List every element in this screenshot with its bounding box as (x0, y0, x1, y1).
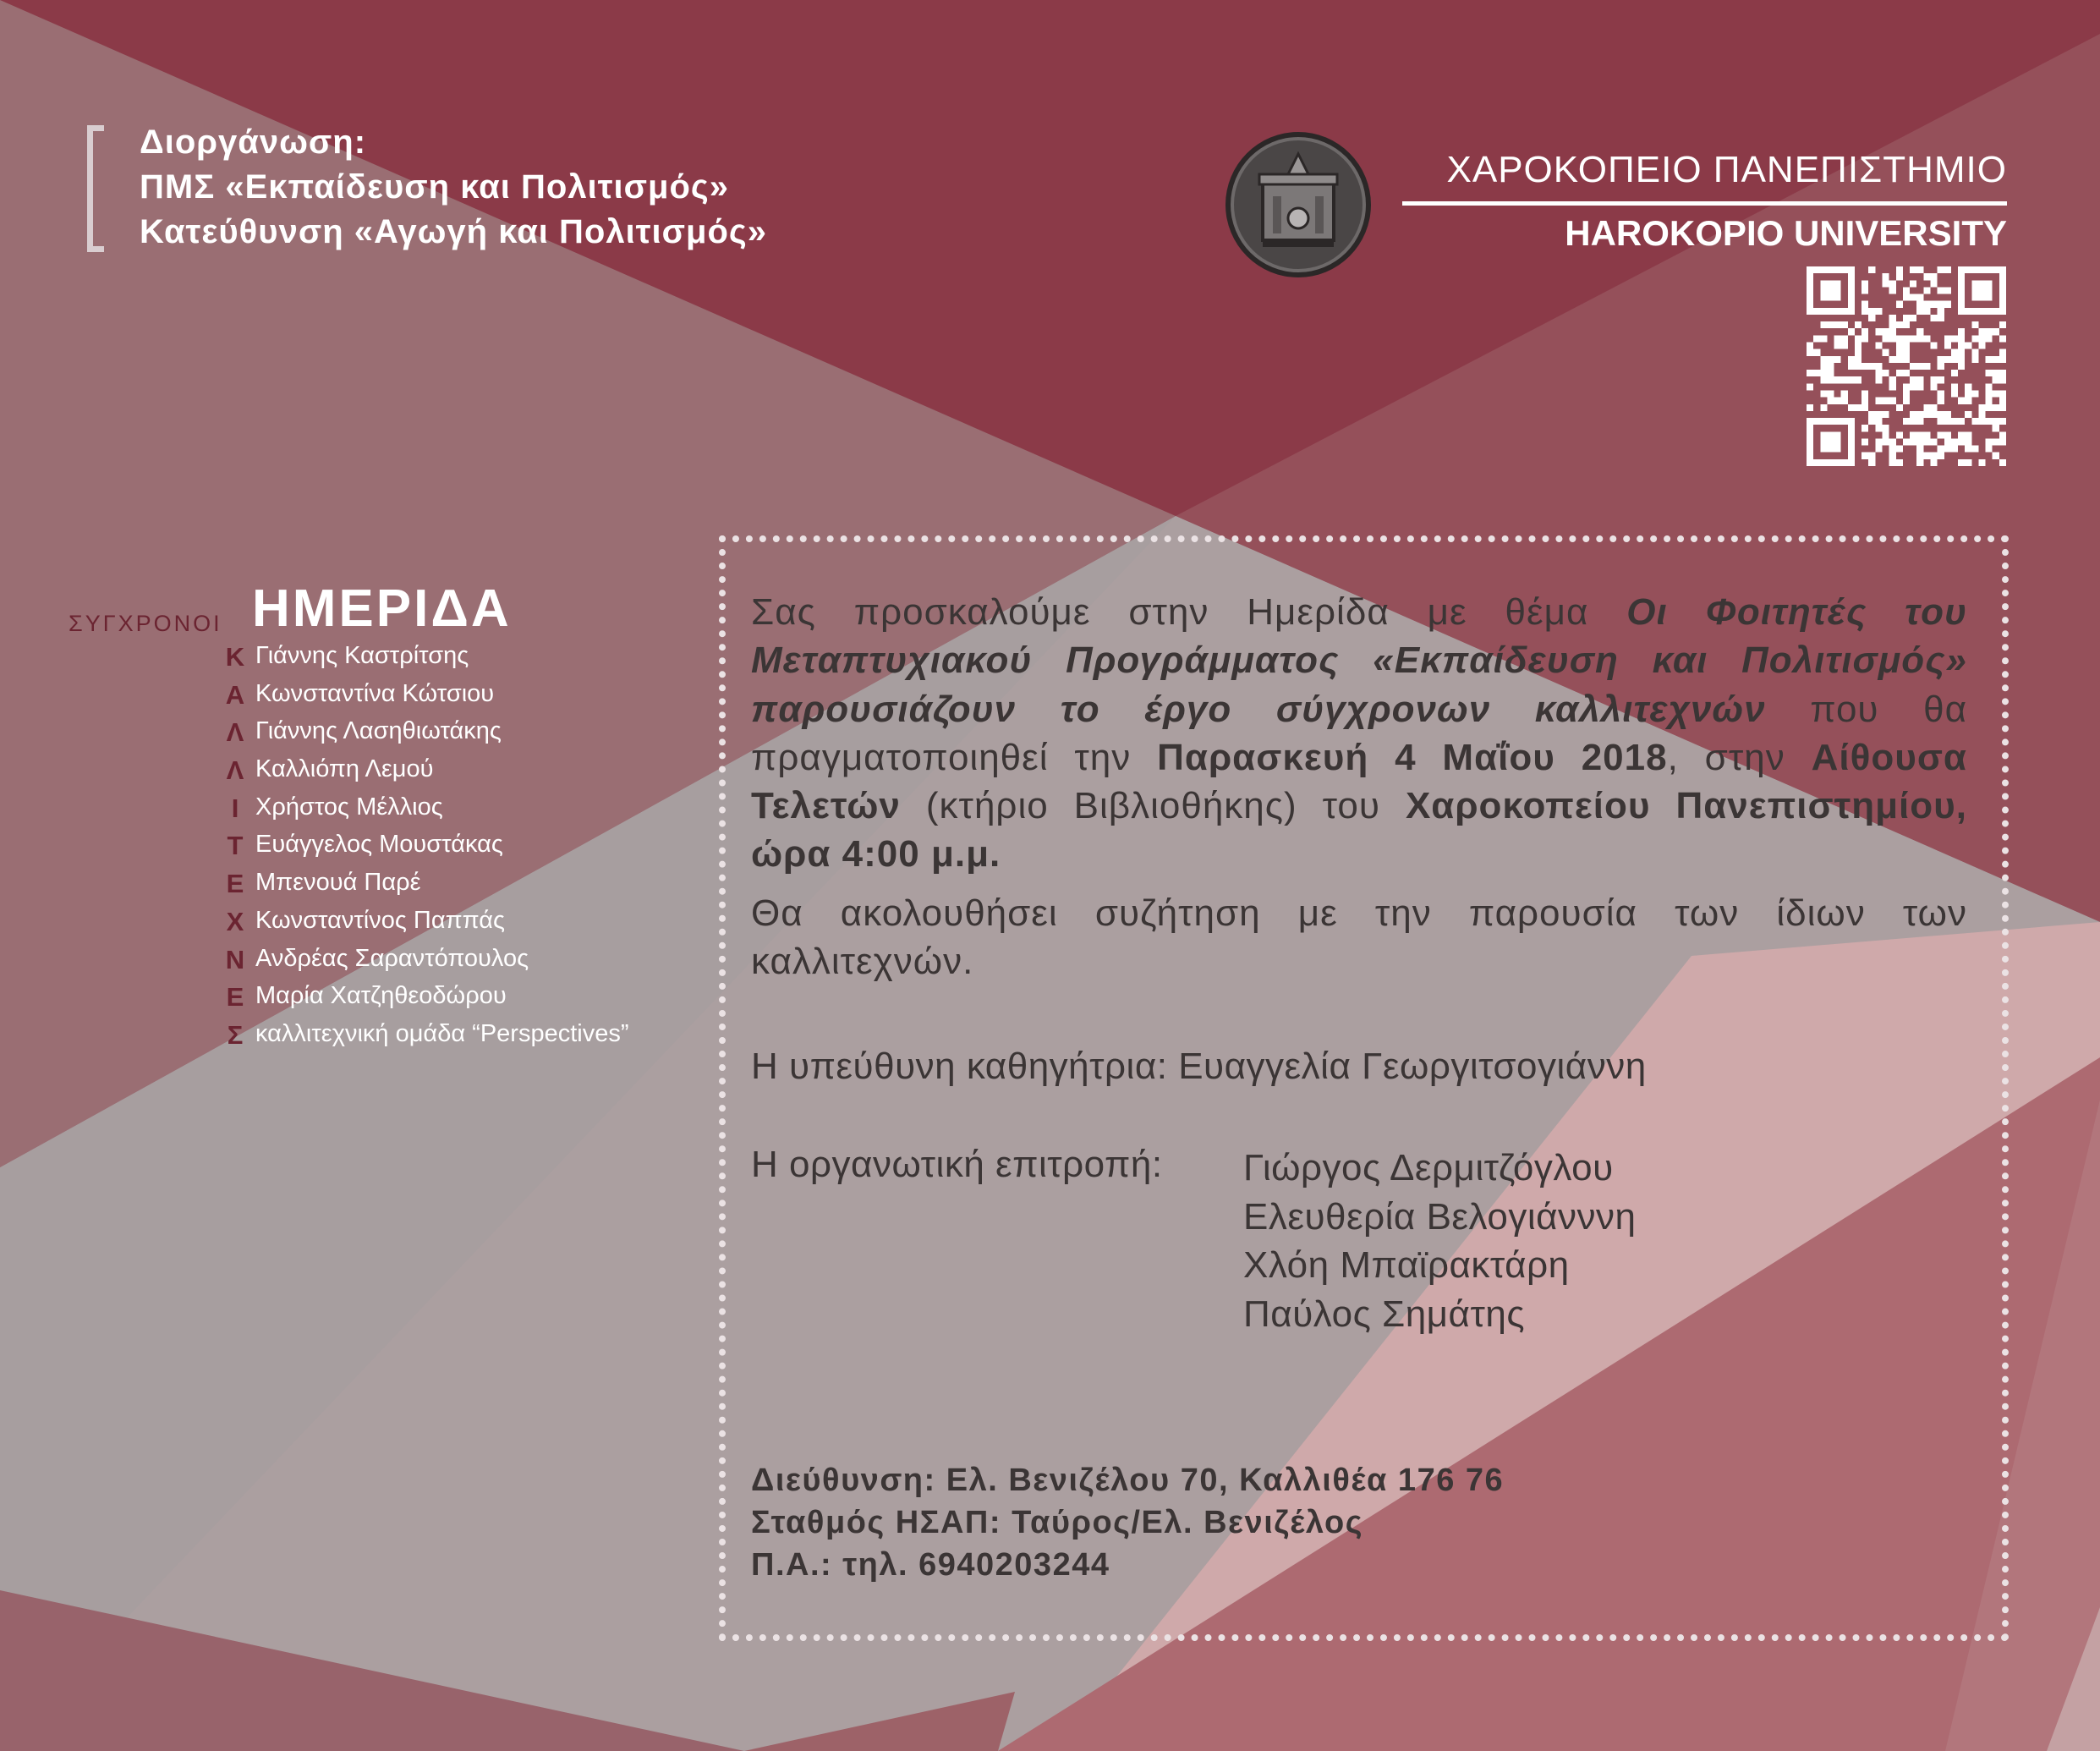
qr-code-icon[interactable] (1807, 266, 2006, 466)
artist-name: Μαρία Χατζηθεοδώρου (255, 982, 507, 1010)
address-phone: Π.Α.: τηλ. 6940203244 (751, 1547, 1110, 1583)
organizer-program: ΠΜΣ «Εκπαίδευση και Πολιτισμός» (140, 168, 729, 206)
responsible-professor: Η υπεύθυνη καθηγήτρια: Ευαγγελία Γεωργιτσογιάννη (751, 1046, 1647, 1087)
invitation-text: , στην (1667, 736, 1812, 778)
organizer-block (140, 120, 767, 255)
address-street: Διεύθυνση: Ελ. Βενιζέλου 70, Καλλιθέα 176 76 (751, 1463, 1505, 1498)
event-venue: Αίθουσα Τελετών (751, 736, 1967, 827)
organizer-bracket (87, 125, 104, 252)
acrostic-letter: Τ (227, 831, 244, 861)
acrostic-letter: Ν (225, 944, 245, 974)
acrostic-letter: Ε (226, 982, 244, 1013)
event-topic: Οι Φοιτητές του Μεταπτυχιακού Προγράμματος «Εκπαίδευση και Πολιτισμός» παρουσιάζουν το έργο σύγχρονων καλλιτεχνών (751, 591, 1968, 730)
acrostic-letter: Σ (227, 1019, 244, 1050)
artist-name: Χρήστος Μέλλιος (255, 793, 443, 821)
artist-name: Κωνσταντίνος Παππάς (255, 906, 505, 934)
university-divider (1402, 201, 2007, 206)
invitation-paragraph (751, 588, 1967, 879)
address-block (751, 1459, 1504, 1586)
committee-label: Η οργανωτική επιτροπή: (751, 1144, 1163, 1185)
committee-member: Ελευθερία Βελογιάνννη (1243, 1195, 1637, 1238)
artist-name: Γιάννης Λασηθιωτάκης (255, 717, 502, 745)
acrostic-letter: Κ (225, 642, 245, 672)
invitation-text: που θα πραγματοποιηθεί την (751, 688, 1968, 778)
committee-member: Χλόη Μπαϊρακτάρη (1243, 1244, 1570, 1286)
organizer-direction: Κατεύθυνση «Αγωγή και Πολιτισμός» (140, 213, 767, 250)
committee-member: Γιώργος Δερμιτζόγλου (1243, 1147, 1614, 1188)
organizer-label: Διοργάνωση: (140, 124, 367, 161)
ancient-coin-logo (1222, 129, 1374, 281)
artist-name: καλλιτεχνική ομάδα “Perspectives” (255, 1019, 629, 1047)
artist-name: Γιάννης Καστρίτσης (255, 642, 469, 669)
acrostic-letter: Λ (226, 755, 244, 786)
invitation-body (751, 588, 1967, 985)
artist-name: Κωνσταντίνα Κώτσιου (255, 679, 495, 707)
event-place-time: Χαροκοπείου Πανεπιστημίου, ώρα 4:00 μ.μ. (751, 785, 1967, 876)
artist-name: Ανδρέας Σαραντόπουλος (255, 944, 529, 972)
invitation-intro: Σας προσκαλούμε στην Ημερίδα με θέμα (751, 591, 1627, 633)
acrostic-letter: Λ (226, 717, 244, 748)
address-station: Σταθμός ΗΣΑΠ: Ταύρος/Ελ. Βενιζέλος (751, 1505, 1364, 1540)
university-name-english: HAROKOPIO UNIVERSITY (1565, 213, 2007, 253)
artist-name: Καλλιόπη Λεμού (255, 755, 434, 783)
committee-member: Παύλος Σημάτης (1243, 1293, 1526, 1335)
acrostic-letter: Ε (226, 869, 244, 899)
event-title: ΗΜΕΡΙΔΑ (252, 579, 512, 638)
university-name-greek: ΧΑΡΟΚΟΠΕΙΟ ΠΑΝΕΠΙΣΤΗΜΙΟ (1446, 149, 2007, 190)
artist-name: Μπενουά Παρέ (255, 869, 421, 897)
discussion-paragraph: Θα ακολουθήσει συζήτηση με την παρουσία των ίδιων των καλλιτεχνών. (751, 892, 1967, 983)
invitation-text: (κτήριο Βιβλιοθήκης) του (900, 785, 1406, 827)
contemporary-label: ΣΥΓΧΡΟΝΟΙ (69, 611, 222, 636)
acrostic-letter: Ι (231, 793, 239, 823)
event-date: Παρασκευή 4 Μαΐου 2018 (1157, 736, 1668, 778)
committee-members (1243, 1144, 1637, 1338)
acrostic-letter: Α (225, 679, 245, 710)
acrostic-letter: Χ (226, 906, 244, 936)
artist-name: Ευάγγελος Μουστάκας (255, 831, 503, 859)
